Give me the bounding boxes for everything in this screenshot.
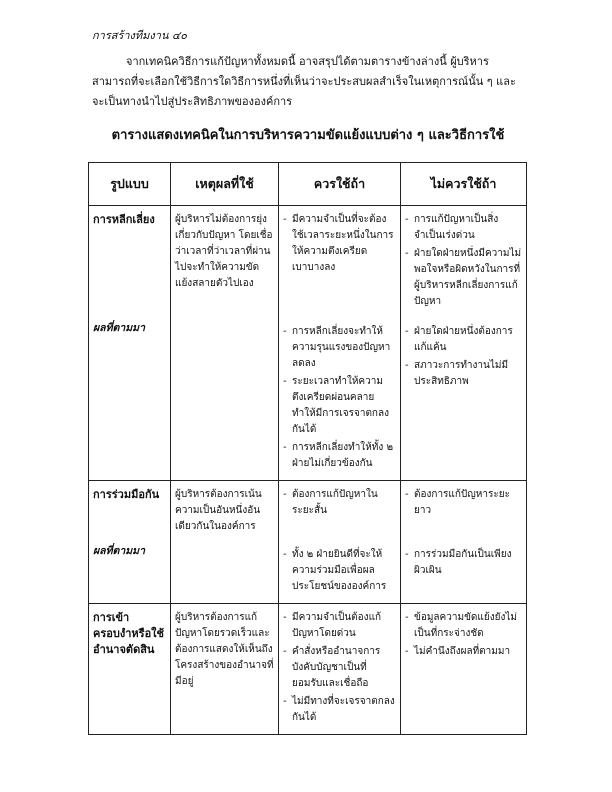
should-use-cell xyxy=(279,206,401,319)
column-header: ควรใช้ถ้า xyxy=(279,163,401,206)
should-not-use-cell xyxy=(401,604,527,735)
should-not-use-cell xyxy=(401,206,527,319)
list-item: - คำสั่งหรืออำนาจการบังคับบัญชาเป็นที่ยอมรับและเชื่อถือ xyxy=(283,644,396,692)
list-item: - ข้อมูลความขัดแย้งยังไม่เป็นที่กระจ่างชัด xyxy=(405,610,522,642)
technique-name: การร่วมมือกัน xyxy=(89,481,171,542)
intro-text: จากเทคนิควิธีการแก้ปัญหาทั้งหมดนี้ อาจสรุปได้ตามตารางข้างล่างนี้ ผู้บริหารสามารถที่จะเลือกใช้วิธีการใดวิธีการหนึ่งที่เห็นว่าจะประสบผลสำเร็จในเหตุการณ์นั้น ๆ และจะเป็นทางนำไปสู่ประสิทธิภาพขององค์การ xyxy=(92,55,516,108)
empty-cell xyxy=(171,318,279,481)
list-item: - ฝ่ายใดฝ่ายหนึ่งมีความไม่พอใจหรือผิดหวังในการที่ผู้บริหารหลีกเลี่ยงการแก้ปัญหา xyxy=(405,246,522,310)
reason-cell: ผู้บริหารต้องการแก้ปัญหาโดยรวดเร็วและต้องการแสดงให้เห็นถึงโครงสร้างของอำนาจที่มีอยู่ xyxy=(171,604,279,735)
should-not-use-cell xyxy=(401,481,527,542)
empty-cell xyxy=(171,541,279,604)
table-header-row xyxy=(89,163,527,206)
should-use-cell xyxy=(279,541,401,604)
table-row-result xyxy=(89,318,527,481)
table-row-result xyxy=(89,541,527,604)
column-header: เหตุผลที่ใช้ xyxy=(171,163,279,206)
list-item: - ทั้ง ๒ ฝ่ายยินดีที่จะให้ความร่วมมือเพื่อผลประโยชน์ขององค์การ xyxy=(283,547,396,595)
table-row xyxy=(89,604,527,735)
result-label: ผลที่ตามมา xyxy=(89,318,171,481)
list-item: - การแก้ปัญหาเป็นสิ่งจำเป็นเร่งด่วน xyxy=(405,212,522,244)
list-item: - การหลีกเลี่ยงจะทำให้ความรุนแรงของปัญหาลดลง xyxy=(283,324,396,372)
should-use-cell xyxy=(279,318,401,481)
reason-cell: ผู้บริหารไม่ต้องการยุ่งเกี่ยวกับปัญหา โดยเชื่อว่าเวลาที่ว่าเวลาที่ผ่านไปจะทำให้ความขัดแย้งสลายตัวไปเอง xyxy=(171,206,279,319)
technique-name: การหลีกเลี่ยง xyxy=(89,206,171,319)
list-item: - ต้องการแก้ปัญหาระยะยาว xyxy=(405,487,522,519)
should-use-cell xyxy=(279,604,401,735)
running-header: การสร้างทีมงาน ๔๐ xyxy=(92,29,188,42)
should-not-use-cell xyxy=(401,541,527,604)
list-item: - การร่วมมือกันเป็นเพียงผิวเผิน xyxy=(405,547,522,579)
reason-cell: ผู้บริหารต้องการเน้นความเป็นอันหนึ่งอันเดียวกันในองค์การ xyxy=(171,481,279,542)
list-item: - การหลีกเลี่ยงทำให้ทั้ง ๒ ฝ่ายไม่เกี่ยวข้องกัน xyxy=(283,440,396,472)
should-not-use-cell xyxy=(401,318,527,481)
list-item: - ฝ่ายใดฝ่ายหนึ่งต้องการแก้แค้น xyxy=(405,324,522,356)
table-title: ตารางแสดงเทคนิคในการบริหารความขัดแย้งแบบต่าง ๆ และวิธีการใช้ xyxy=(111,128,505,143)
list-item: - ไม่คำนึงถึงผลที่ตามมา xyxy=(405,644,522,660)
intro-paragraph xyxy=(92,52,522,112)
list-item: - มีความจำเป็นที่จะต้องใช้เวลาระยะหนึ่งในการให้ความตึงเครียดเบาบางลง xyxy=(283,212,396,276)
list-item: - มีความจำเป็นต้องแก้ปัญหาโดยด่วน xyxy=(283,610,396,642)
list-item: - ไม่มีทางที่จะเจรจาตกลงกันได้ xyxy=(283,694,396,726)
conflict-techniques-table xyxy=(88,162,527,735)
should-use-cell xyxy=(279,481,401,542)
list-item: - สภาวะการทำงานไม่มีประสิทธิภาพ xyxy=(405,358,522,390)
table-row xyxy=(89,206,527,319)
list-item: - ระยะเวลาทำให้ความตึงเครียดผ่อนคลาย ทำให้มีการเจรจาตกลงกันได้ xyxy=(283,374,396,438)
column-header: รูปแบบ xyxy=(89,163,171,206)
result-label: ผลที่ตามมา xyxy=(89,541,171,604)
list-item: - ต้องการแก้ปัญหาในระยะสั้น xyxy=(283,487,396,519)
table-row xyxy=(89,481,527,542)
column-header: ไม่ควรใช้ถ้า xyxy=(401,163,527,206)
technique-name: การเข้าครอบงำหรือใช้อำนาจตัดสิน xyxy=(89,604,171,735)
